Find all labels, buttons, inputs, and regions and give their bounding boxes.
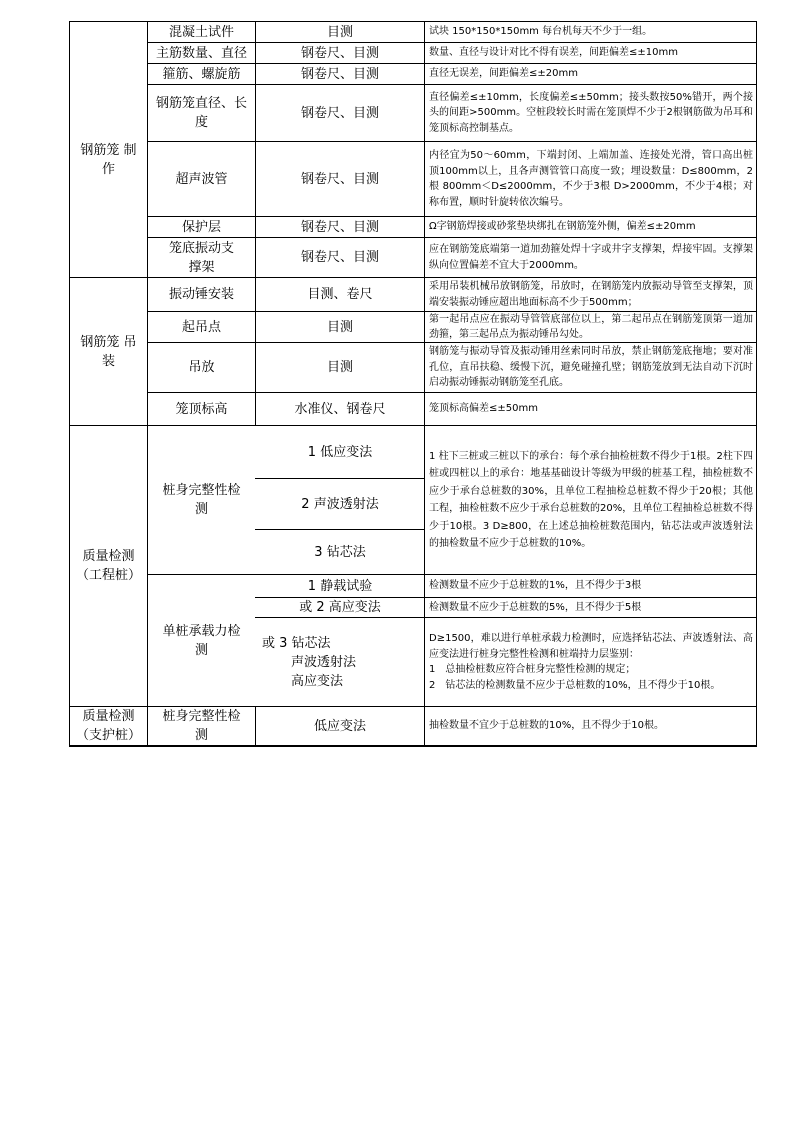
- method-cell: 1 静载试验: [307, 578, 373, 594]
- method-cell: 低应变法: [313, 718, 366, 734]
- method-cell: 目测: [326, 360, 353, 375]
- item-cell: 笼顶标高: [175, 401, 228, 417]
- inspection-table: [69, 21, 757, 746]
- table-border: [756, 21, 757, 747]
- requirement-cell: 抽检数量不宜少于总桩数的10%，且不得少于10根。: [429, 720, 664, 732]
- requirement-cell: 试块 150*150*150mm 每台机每天不少于一组。: [429, 26, 653, 38]
- method-cell: 1 低应变法: [307, 444, 373, 460]
- method-cell: [256, 618, 424, 706]
- method-cell: 钢卷尺、目测: [300, 66, 379, 82]
- requirement-cell: 应在钢筋笼底端第一道加劲箍处焊十字或井字支撑架，焊接牢固。支撑架纵向位置偏差不宜大于2000mm。: [429, 244, 753, 271]
- item-cell: 单桩承载力检测: [162, 623, 241, 658]
- method-cell: 水准仪、钢卷尺: [294, 401, 386, 417]
- group-cell: 质量检测（工程桩）: [75, 549, 141, 583]
- method-cell: 2 声波透射法: [301, 496, 379, 512]
- item-cell: 保护层: [181, 219, 221, 235]
- item-cell: 桩身完整性检测: [162, 483, 241, 517]
- item-cell: 超声波管: [175, 171, 228, 187]
- requirement-cell: 直径偏差≤±10mm，长度偏差≤±50mm；接头数按50%错开，两个接头的间距>500mm。空桩段较长时需在笼顶焊不少于2根钢筋做为吊耳和笼顶标高控制基点。: [429, 91, 753, 134]
- method-cell: 目测: [326, 319, 353, 335]
- requirement-line: D≥1500，难以进行单桩承载力检测时，应选择钻芯法、声波透射法、高应变法进行桩身完整性检测和桩端持力层鉴别：: [429, 633, 753, 660]
- method-cell: 目测、卷尺: [307, 287, 373, 302]
- item-cell: 主筋数量、直径: [155, 45, 247, 61]
- item-cell: 桩身完整性检测: [162, 709, 241, 743]
- item-cell: 钢筋笼直径、长度: [155, 96, 247, 130]
- method-line: 或 3 钻芯法: [262, 635, 331, 651]
- requirement-cell: Ω字钢筋焊接或砂浆垫块绑扎在钢筋笼外侧，偏差≤±20mm: [429, 221, 696, 233]
- method-cell: 3 钻芯法: [314, 544, 366, 560]
- item-cell: 笼底振动支撑架: [168, 240, 234, 275]
- method-cell: 钢卷尺、目测: [300, 45, 379, 61]
- requirement-cell: 1 柱下三桩或三桩以下的承台：每个承台抽检桩数不得少于1根。2柱下四桩或四桩以上的承台：地基基础设计等级为甲级的桩基工程，抽检桩数不应少于承台总桩数的30%，且单位工程抽检总桩数不得少于20根；其他工程，抽检桩数不应少于承台总桩数的20%，且单位工程抽检总桩数不得少于10根。3 D≥800，在上述总抽检桩数范围内，钻芯法或声波透射法的抽检数量不应少于总桩数的10%。: [429, 450, 753, 549]
- requirement-cell: 钢筋笼与振动导管及振动锤用丝索同时吊放，禁止钢筋笼底拖地；要对准孔位，直吊扶稳、缓慢下沉，避免碰撞孔壁；钢筋笼放到无法自动下沉时启动振动锤振动钢筋笼至孔底。: [429, 346, 753, 389]
- method-cell: 钢卷尺、目测: [300, 219, 379, 235]
- group-cell: 质量检测（支护桩）: [75, 709, 141, 743]
- requirement-cell: 检测数量不应少于总桩数的1%，且不得少于3根: [429, 580, 642, 592]
- item-cell: 起吊点: [181, 319, 221, 335]
- method-cell: 钢卷尺、目测: [300, 105, 379, 121]
- requirement-cell: 直径无误差，间距偏差≤±20mm: [429, 68, 578, 80]
- requirement-line: 1 总抽检桩数应符合桩身完整性检测的规定；: [429, 664, 636, 675]
- requirement-cell: 采用吊装机械吊放钢筋笼，吊放时，在钢筋笼内放振动导管至支撑架，顶端安装振动锤应超出地面标高不少于500mm；: [429, 281, 753, 308]
- method-line: 声波透射法: [291, 654, 357, 670]
- requirement-cell: 笼顶标高偏差≤±50mm: [429, 403, 538, 415]
- item-cell: 吊放: [188, 360, 215, 375]
- requirement-cell: 检测数量不应少于总桩数的5%，且不得少于5根: [429, 601, 642, 613]
- group-cell: 钢筋笼 制作: [80, 143, 137, 177]
- requirement-cell: [425, 618, 756, 706]
- method-cell: 钢卷尺、目测: [300, 250, 379, 265]
- item-cell: 振动锤安装: [168, 287, 234, 302]
- table-border: [69, 745, 757, 747]
- requirement-line: 2 钻芯法的检测数量不应少于总桩数的10%，且不得少于10根。: [429, 679, 721, 691]
- item-cell: 混凝土试件: [168, 24, 234, 40]
- requirement-cell: 内径宜为50～60mm，下端封闭、上端加盖、连接处光滑，管口高出桩顶100mm以上，且各声测管管口高度一致；埋设数量：D≤800mm，2根 800mm＜D≤2000mm，不少于3根 D>2000mm，不少于4根；对称布置，顺时针旋转依次编号。: [429, 150, 753, 208]
- requirement-cell: 第一起吊点应在振动导管管底部位以上，第二起吊点在钢筋笼顶第一道加劲箍，第三起吊点为振动锤吊勾处。: [429, 313, 753, 340]
- requirement-cell: 数量、直径与设计对比不得有误差，间距偏差≤±10mm: [429, 47, 678, 59]
- method-cell: 钢卷尺、目测: [300, 171, 379, 187]
- method-cell: 或 2 高应变法: [299, 600, 381, 615]
- method-cell: 目测: [326, 24, 353, 40]
- method-line: 高应变法: [291, 673, 344, 689]
- group-cell: 钢筋笼 吊装: [80, 334, 137, 369]
- item-cell: 箍筋、螺旋筋: [162, 66, 241, 82]
